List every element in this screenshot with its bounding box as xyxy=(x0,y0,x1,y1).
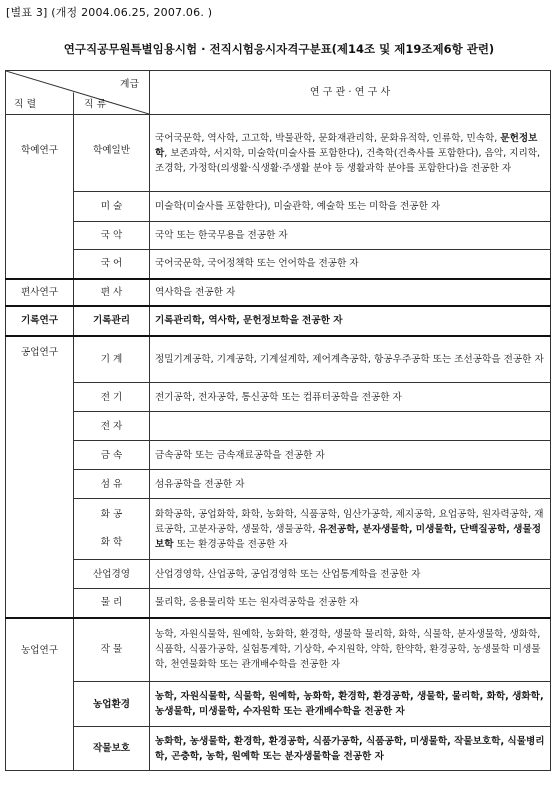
desc-cell: 농학, 자원식물학, 원예학, 농화학, 환경학, 생물학 물리학, 화학, 식물학, 분자생물학, 생화학, 식품학, 식품가공학, 실험통계학, 기상학, 수지원학, 약학, 한약학, 환경공학, 농생물학 미생물학, 천연물화학 또는 관개배수학을 전공한 자 xyxy=(150,618,551,682)
desc-bold-text: 유전공학, 분자생물학, 미생물학, 단백질공학, 생물정보학 xyxy=(155,523,541,550)
table-row xyxy=(6,412,551,441)
class-cell xyxy=(74,499,150,560)
header-main-label: 연 구 관 · 연 구 사 xyxy=(150,71,551,115)
field-cell: 농업연구 xyxy=(6,618,74,771)
table-row xyxy=(6,279,551,306)
field-cell: 편사연구 xyxy=(6,279,74,306)
class-label-a: 화 공 xyxy=(100,509,123,520)
table-row xyxy=(6,250,551,279)
class-cell: 기 계 xyxy=(74,336,150,383)
qualification-table xyxy=(5,70,551,771)
desc-cell: 섬유공학을 전공한 자 xyxy=(150,470,551,499)
class-cell: 금 속 xyxy=(74,441,150,470)
document-title: 연구직공무원특별임용시험 · 전직시험응시자격구분표(제14조 및 제19조제6항 관련) xyxy=(63,42,495,56)
class-cell: 전 기 xyxy=(74,383,150,412)
desc-text: 또는 환경공학을 전공한 자 xyxy=(173,538,288,550)
header-diagonal-cell xyxy=(6,71,150,115)
desc-cell xyxy=(150,115,551,192)
table-row xyxy=(6,383,551,412)
header-grade-label: 계급 xyxy=(120,79,139,90)
class-cell: 학예일반 xyxy=(74,115,150,192)
class-cell: 작 물 xyxy=(74,618,150,682)
class-cell: 농업환경 xyxy=(74,682,150,727)
desc-cell: 물리학, 응용물리학 또는 원자력공학을 전공한 자 xyxy=(150,589,551,618)
table-row xyxy=(6,618,551,682)
desc-cell: 역사학을 전공한 자 xyxy=(150,279,551,306)
header-field-label: 직 렬 xyxy=(14,99,37,110)
class-cell: 섬 유 xyxy=(74,470,150,499)
class-cell: 산업경영 xyxy=(74,560,150,589)
desc-cell: 농화학, 농생물학, 환경학, 환경공학, 식품가공학, 식품공학, 미생물학, 작물보호학, 식물병리학, 곤충학, 농학, 원예학 또는 분자생물학을 전공한 자 xyxy=(150,727,551,771)
table-row xyxy=(6,727,551,771)
header-class-label: 직 류 xyxy=(84,99,107,110)
table-row xyxy=(6,560,551,589)
class-cell: 국 어 xyxy=(74,250,150,279)
header-note: [별표 3] (개정 2004.06.25, 2007.06. ) xyxy=(6,6,213,19)
table-row xyxy=(6,589,551,618)
table-row xyxy=(6,192,551,222)
class-cell: 물 리 xyxy=(74,589,150,618)
desc-cell: 기록관리학, 역사학, 문헌정보학을 전공한 자 xyxy=(150,306,551,336)
table-header-row xyxy=(6,71,551,115)
table-row xyxy=(6,336,551,383)
desc-cell: 금속공학 또는 금속재료공학을 전공한 자 xyxy=(150,441,551,470)
class-cell: 전 자 xyxy=(74,412,150,441)
desc-cell xyxy=(150,412,551,441)
desc-bold-text: 문헌정보학 xyxy=(155,132,538,159)
desc-cell: 산업경영학, 산업공학, 공업경영학 또는 산업통계학을 전공한 자 xyxy=(150,560,551,589)
desc-cell xyxy=(150,499,551,560)
class-cell: 기록관리 xyxy=(74,306,150,336)
desc-cell: 미술학(미술사를 포함한다), 미술관학, 예술학 또는 미학을 전공한 자 xyxy=(150,192,551,222)
field-cell: 기록연구 xyxy=(6,306,74,336)
table-row xyxy=(6,222,551,250)
field-cell: 공업연구 xyxy=(6,336,74,618)
desc-cell: 국어국문학, 국어정책학 또는 언어학을 전공한 자 xyxy=(150,250,551,279)
desc-text: 화학공학, 공업화학, 화학, 농화학, 식품공학, 임산가공학, 제지공학, 요업공학, 원자력공학, 재료공학, 고분자공학, 생물학, 생물공학, xyxy=(155,508,544,535)
field-cell: 학예연구 xyxy=(6,115,74,279)
table-row xyxy=(6,470,551,499)
table-row xyxy=(6,441,551,470)
table-row xyxy=(6,682,551,727)
desc-cell: 정밀기계공학, 기계공학, 기계설계학, 제어계측공학, 항공우주공학 또는 조선공학을 전공한 자 xyxy=(150,336,551,383)
class-label-b: 화 학 xyxy=(100,537,123,548)
table-row xyxy=(6,115,551,192)
class-cell: 작물보호 xyxy=(74,727,150,771)
class-cell: 국 악 xyxy=(74,222,150,250)
desc-text: , 보존과학, 서지학, 미술학(미술사를 포함한다), 건축학(건축사를 포함한다), 음악, 지리학, 조경학, 가정학(의생활·식생활·주생활 분야 등 생활과학 분야를 포함한다)을 전공한 자 xyxy=(155,147,541,174)
table-row xyxy=(6,306,551,336)
class-cell: 미 술 xyxy=(74,192,150,222)
table-row xyxy=(6,499,551,560)
desc-cell: 농학, 자원식물학, 식물학, 원예학, 농화학, 환경학, 환경공학, 생물학, 물리학, 화학, 생화학, 농생물학, 미생물학, 수자원학 또는 관개배수학을 전공한 자 xyxy=(150,682,551,727)
desc-cell: 전기공학, 전자공학, 통신공학 또는 컴퓨터공학을 전공한 자 xyxy=(150,383,551,412)
desc-cell: 국악 또는 한국무용을 전공한 자 xyxy=(150,222,551,250)
desc-text: 국어국문학, 역사학, 고고학, 박물관학, 문화재관리학, 문화유적학, 인류학, 민속학, xyxy=(155,132,501,144)
class-cell: 편 사 xyxy=(74,279,150,306)
